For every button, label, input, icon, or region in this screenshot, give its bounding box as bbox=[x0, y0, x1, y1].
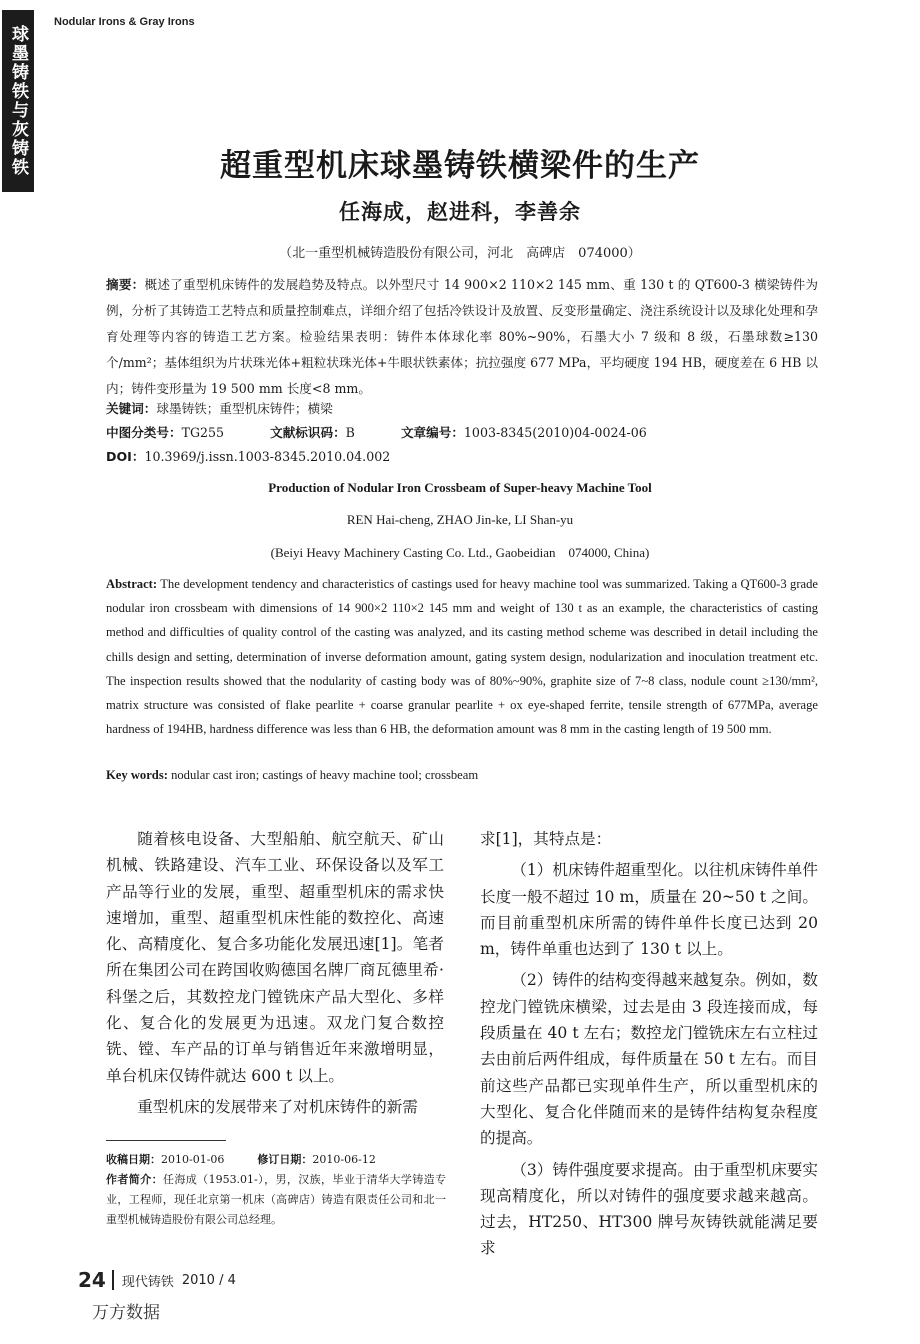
body-paragraph: （3）铸件强度要求提高。由于重型机床要实现高精度化，所以对铸件的强度要求越来越高。过去，HT250、HT300 牌号灰铸铁就能满足要求 bbox=[480, 1160, 818, 1258]
clc-value: TG255 bbox=[181, 425, 225, 440]
article-number-value: 1003-8345(2010)04-0024-06 bbox=[463, 425, 647, 440]
revised-label: 修订日期： bbox=[257, 1153, 313, 1166]
received-date: 2010-01-06 bbox=[161, 1153, 225, 1166]
doi-label: DOI： bbox=[106, 449, 145, 464]
english-authors: REN Hai-cheng, ZHAO Jin-ke, LI Shan-yu bbox=[346, 512, 574, 527]
abstract-cn bbox=[106, 272, 818, 402]
doi-line bbox=[106, 446, 818, 468]
body-column-right bbox=[480, 826, 818, 1267]
doc-code-value: B bbox=[345, 425, 355, 440]
body-paragraph: 随着核电设备、大型船舶、航空航天、矿山机械、铁路建设、汽车工业、环保设备以及军工产品等行业的发展，重型、超重型机床的需求快速增加，重型、超重型机床性能的数控化、高速化、高精度化、复合多功能化发展迅速[1]。笔者所在集团公司在跨国收购德国名牌厂商瓦德里希·科堡之后，其数控龙门镗铣床产品大型化、多样化、复合化的发展更为迅速。双龙门复合数控铣、镗、车产品的订单与销售近年来激增明显，单台机床仅铸件就达 600 t 以上。 bbox=[106, 830, 444, 1085]
abstract-cn-text: 概述了重型机床铸件的发展趋势及特点。以外型尺寸 14 900×2 110×2 145 mm、重 130 t 的 QT600-3 横梁铸件为例，分析了其铸造工艺特点和质量控制难点，详细介绍了包括冷铁设计及放置、反变形量确定、浇注系统设计以及球化处理和孕育处理等内容的铸造工艺方案。检验结果表明：铸件本体球化率 80%~90%，石墨大小 7 级和 8 级，石墨球数≥130 个/mm²；基体组织为片状珠光体+粗粒状珠光体+牛眼状铁素体；抗拉强度 677 MPa，平均硬度 194 HB，硬度差在 6 HB 以内；铸件变形量为 19 500 mm 长度<8 mm。 bbox=[106, 277, 819, 396]
body-column-left bbox=[106, 826, 444, 1125]
body-paragraph: 重型机床的发展带来了对机床铸件的新需 bbox=[137, 1097, 418, 1116]
issue-number: 2010 / 4 bbox=[181, 1272, 236, 1288]
doc-code-label: 文献标识码： bbox=[270, 425, 346, 440]
keywords-en-text: nodular cast iron; castings of heavy machine tool; crossbeam bbox=[171, 768, 479, 782]
revised-date: 2010-06-12 bbox=[312, 1153, 376, 1166]
keywords-cn bbox=[106, 398, 818, 420]
author-list: 任海成，赵进科，李善余 bbox=[339, 199, 581, 224]
abstract-en-text: The development tendency and characteristics of castings used for heavy machine tool was summarized. Taking a QT600-3 grade nodular iron crossbeam with dimensions of 14 900×2 110×2 145 mm and weight of 130 t as an example, the characteristics of casting method and difficulties of quality control of the casting was analyzed, and its casting method scheme was described in detail including the chills design and setting, determination of inverse deformation amount, gating system design, nodularization and inoculation treatment etc. The inspection results showed that the nodularity of casting body was of 80%~90%, graphite size of 7~8 class, nodule count ≥130/mm², matrix structure was consisted of flake pearlite + coarse granular pearlite + ox eye-shaped ferrite, tensile strength of 677MPa, average hardness of 194HB, hardness difference was less than 6 HB, the deformation amount was 8 mm in the casting length of 19 500 mm. bbox=[106, 577, 818, 737]
classification-line bbox=[106, 422, 818, 444]
author-bio bbox=[106, 1170, 446, 1230]
source-watermark: 万方数据 bbox=[92, 1303, 160, 1323]
section-side-tab: 球墨铸铁与灰铸铁 bbox=[2, 10, 34, 192]
body-paragraph: （2）铸件的结构变得越来越复杂。例如，数控龙门镗铣床横梁，过去是由 3 段连接而成，每段质量在 40 t 左右；数控龙门镗铣床左右立柱过去由前后两件组成，每件质量在 50 t 左右。而目前这些产品都已实现单件生产，所以重型机床的大型化、复合化伴随而来的是铸件结构复杂程度的提高。 bbox=[480, 971, 818, 1148]
author-bio-text: 任海成（1953.01-），男，汉族，毕业于清华大学铸造专业，工程师，现任北京第一机床（高碑店）铸造有限责任公司和北一重型机械铸造股份有限公司总经理。 bbox=[106, 1173, 447, 1226]
keywords-cn-label: 关键词： bbox=[106, 401, 157, 416]
running-head: Nodular Irons & Gray Irons bbox=[54, 16, 195, 28]
page-number: 24 bbox=[78, 1268, 106, 1292]
received-label: 收稿日期： bbox=[106, 1153, 161, 1166]
body-paragraph: 求[1]，其特点是： bbox=[480, 830, 612, 848]
abstract-en bbox=[106, 572, 818, 741]
footer-divider bbox=[112, 1270, 114, 1290]
footnote bbox=[106, 1150, 446, 1230]
abstract-en-label: Abstract: bbox=[106, 577, 158, 591]
keywords-en bbox=[106, 764, 818, 786]
doi-value: 10.3969/j.issn.1003-8345.2010.04.002 bbox=[144, 449, 391, 464]
clc-label: 中图分类号： bbox=[106, 425, 182, 440]
article-number-label: 文章编号： bbox=[400, 425, 464, 440]
footnote-dates bbox=[106, 1150, 446, 1170]
keywords-en-label: Key words: bbox=[106, 768, 168, 782]
article-title: 超重型机床球墨铸铁横梁件的生产 bbox=[220, 148, 700, 184]
keywords-cn-text: 球墨铸铁；重型机床铸件；横梁 bbox=[156, 401, 333, 416]
abstract-cn-label: 摘要： bbox=[106, 277, 145, 292]
footnote-rule bbox=[106, 1140, 226, 1141]
english-affiliation: (Beiyi Heavy Machinery Casting Co. Ltd., Gaobeidian 074000, China) bbox=[270, 545, 650, 560]
english-title: Production of Nodular Iron Crossbeam of Super-heavy Machine Tool bbox=[268, 480, 652, 495]
affiliation: （北一重型机械铸造股份有限公司，河北 高碑店 074000） bbox=[279, 246, 641, 261]
page-footer bbox=[78, 1268, 236, 1292]
author-bio-label: 作者简介： bbox=[106, 1173, 163, 1186]
journal-name: 现代铸铁 bbox=[121, 1274, 174, 1290]
body-paragraph: （1）机床铸件超重型化。以往机床铸件单件长度一般不超过 10 m，质量在 20~50 t 之间。而目前重型机床所需的铸件单件长度已达到 20 m，铸件单重也达到了 130 t 以上。 bbox=[480, 861, 818, 959]
